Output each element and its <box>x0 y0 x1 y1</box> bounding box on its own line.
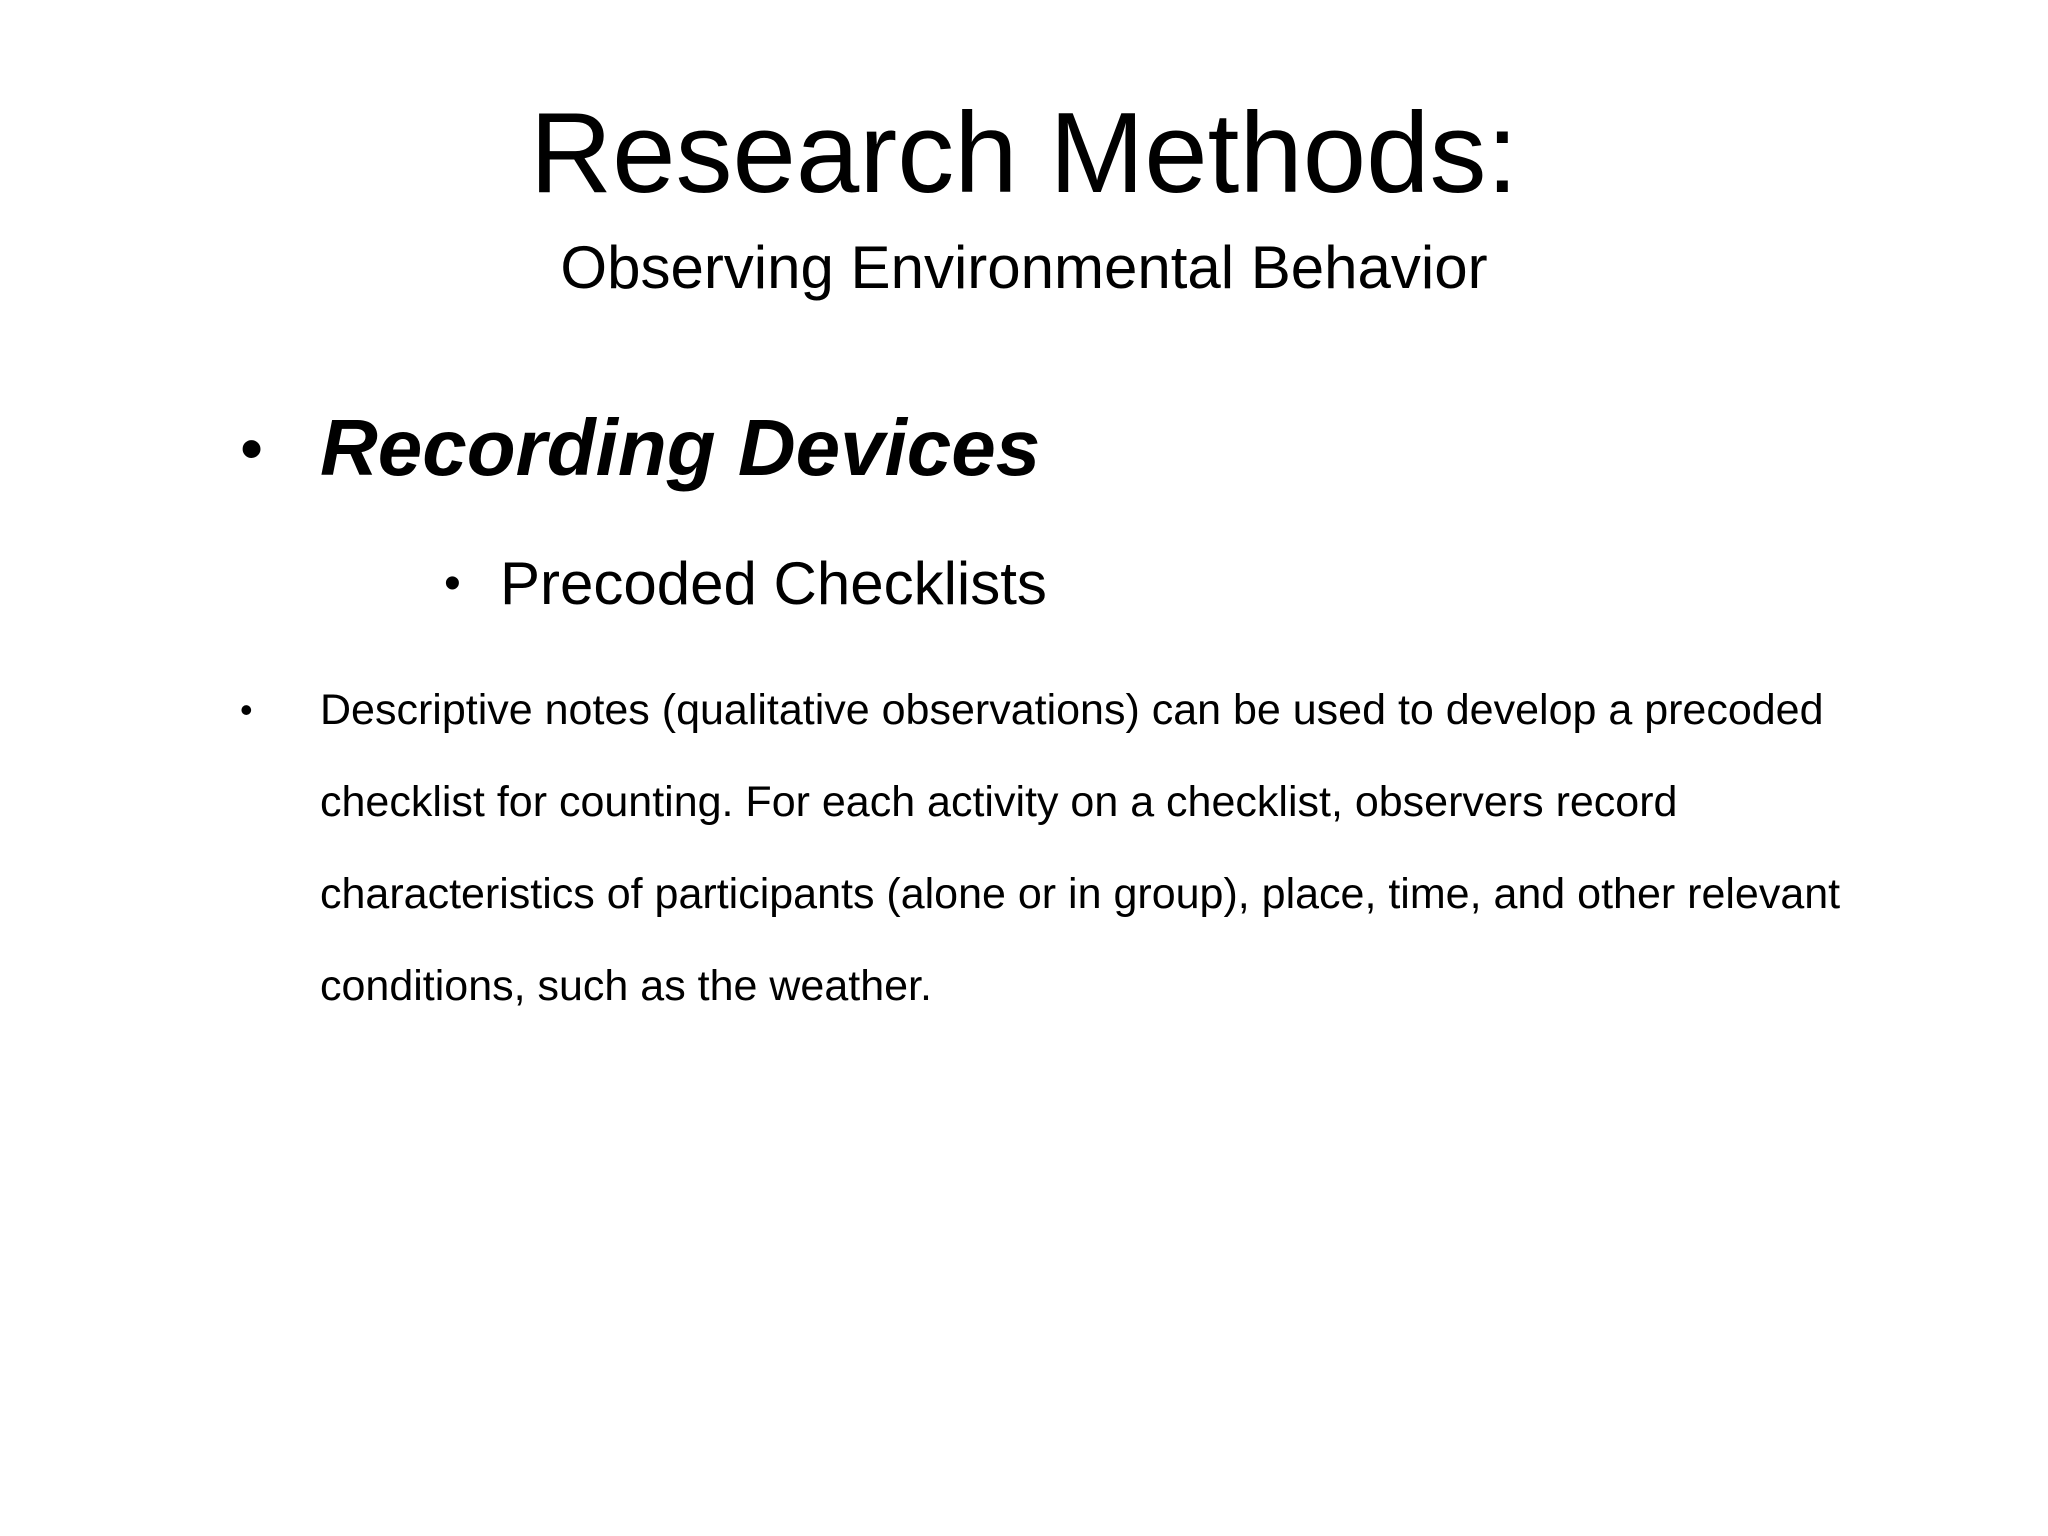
bullet-marker: • <box>240 689 253 730</box>
bullet-text: Recording Devices <box>320 403 1041 492</box>
bullet-text: Descriptive notes (qualitative observations) can be used to develop a precoded checklist for counting. For each activity on a checklist, observers record characteristics of participants (alone or in group), place, time, and other relevant conditions, such as the weather. <box>320 686 1841 1010</box>
sub-bullet-precoded-checklists <box>444 548 1047 620</box>
slide-title: Research Methods: <box>529 90 1519 217</box>
bullet-marker: • <box>240 411 264 485</box>
bullet-descriptive-notes <box>240 664 1900 1032</box>
slide-subtitle: Observing Environmental Behavior <box>560 234 1488 301</box>
bullet-marker: • <box>444 557 461 610</box>
bullet-text: Precoded Checklists <box>500 550 1047 617</box>
bullet-recording-devices <box>240 398 1040 498</box>
